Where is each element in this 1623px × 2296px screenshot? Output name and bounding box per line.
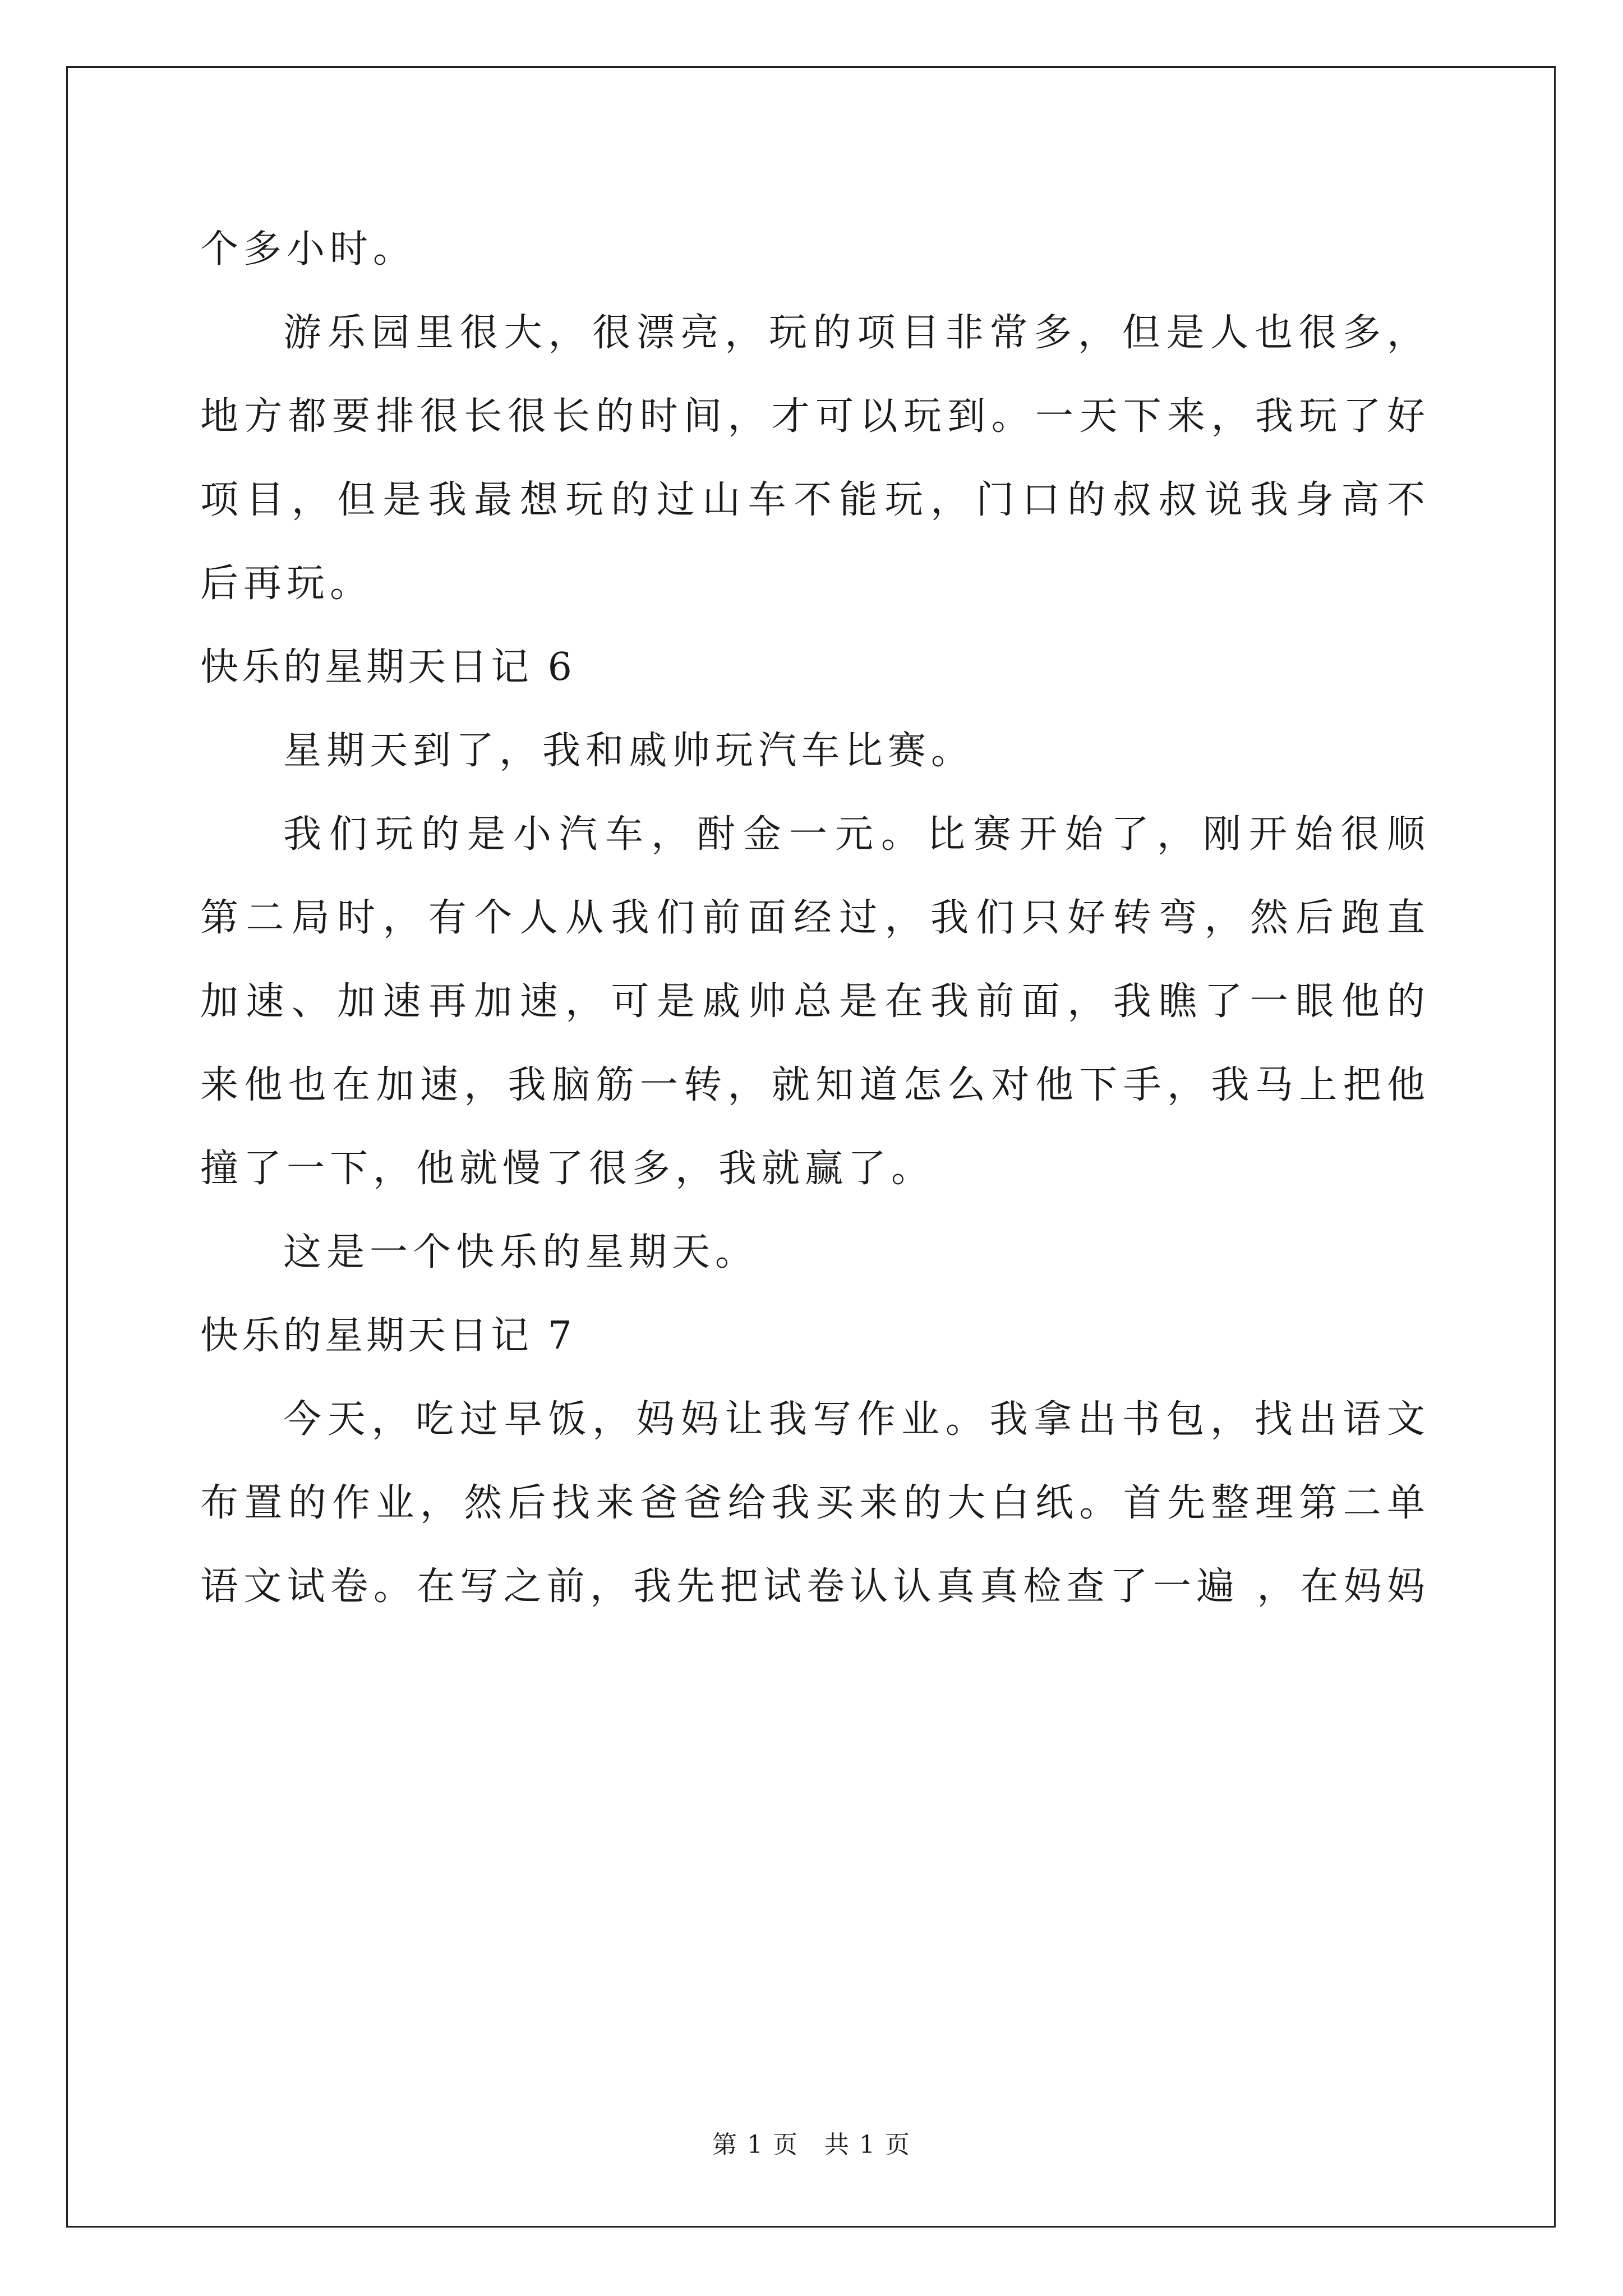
paragraph-line: 加速、加速再加速，可是戚帅总是在我前面，我瞧了一眼他的 (200, 979, 1430, 1024)
document-body (200, 208, 1430, 1628)
paragraph-line: 游乐园里很大，很漂亮，玩的项目非常多，但是人也很多， (283, 311, 1430, 355)
paragraph-line: 星期天到了，我和戚帅玩汽车比赛。 (283, 729, 975, 773)
section-heading: 快乐的星期天日记 6 (200, 645, 575, 689)
paragraph-line: 来他也在加速，我脑筋一转，就知道怎么对他下手，我马上把他 (200, 1063, 1430, 1107)
page-number-footer: 第 1 页 共 1 页 (712, 2131, 911, 2159)
paragraph-line: 地方都要排很长很长的时间，才可以玩到。一天下来，我玩了好 (200, 394, 1430, 439)
section-heading: 快乐的星期天日记 7 (200, 1314, 575, 1358)
paragraph-line: 这是一个快乐的星期天。 (283, 1230, 759, 1274)
paragraph-line: 第二局时，有个人从我们前面经过，我们只好转弯，然后跑直 (200, 896, 1430, 940)
paragraph-line: 撞了一下，他就慢了很多，我就赢了。 (200, 1147, 935, 1191)
paragraph-line: 语文试卷。在写之前，我先把试卷认认真真检查了一遍 ，在妈妈 (200, 1565, 1430, 1609)
text-line: 个多小时。 (200, 227, 417, 272)
paragraph-line: 布置的作业，然后找来爸爸给我买来的大白纸。首先整理第二单 (200, 1481, 1430, 1525)
paragraph-line: 项目，但是我最想玩的过山车不能玩，门口的叔叔说我身高不 (200, 478, 1430, 522)
paragraph-line: 我们玩的是小汽车，酎金一元。比赛开始了，刚开始很顺 (283, 812, 1430, 857)
paragraph-line: 今天，吃过早饭，妈妈让我写作业。我拿出书包，找出语文 (283, 1397, 1430, 1442)
paragraph-line: 后再玩。 (200, 562, 374, 606)
